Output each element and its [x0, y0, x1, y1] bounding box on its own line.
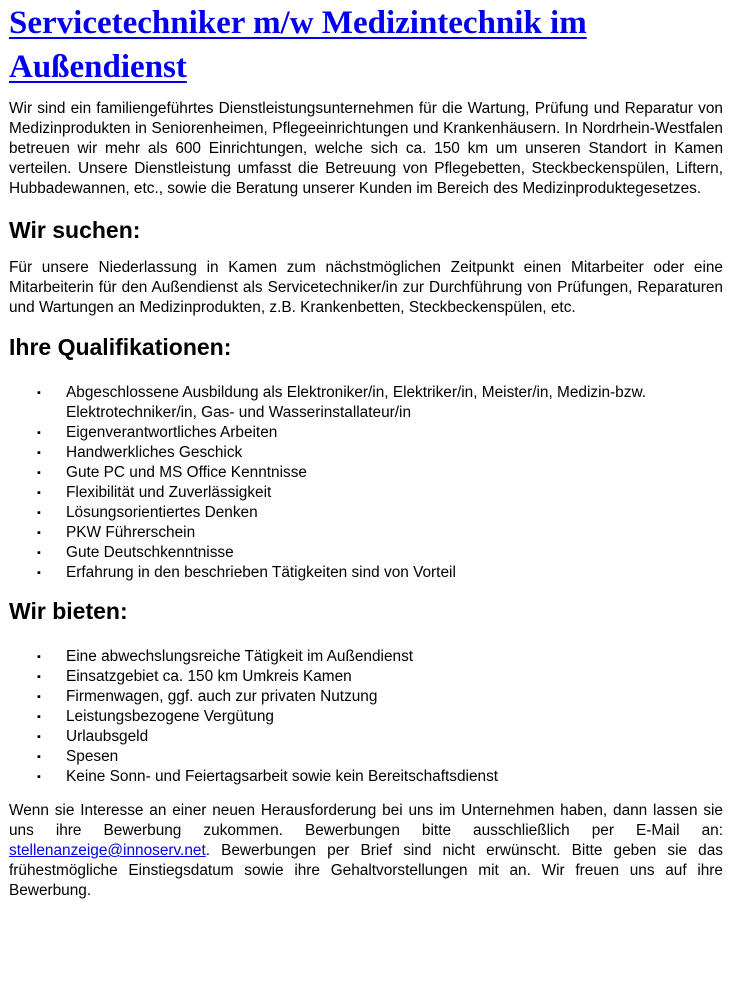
- list-item-text: Erfahrung in den beschrieben Tätigkeiten sind von Vorteil: [66, 564, 456, 581]
- list-item: [9, 687, 723, 707]
- bullet-icon: ▪: [37, 547, 41, 559]
- list-item-text: Spesen: [66, 748, 119, 765]
- bullet-icon: ▪: [37, 711, 41, 723]
- bullet-icon: ▪: [37, 771, 41, 783]
- closing-paragraph: [9, 801, 723, 901]
- qualifikationen-list: [9, 383, 723, 583]
- list-item: [9, 443, 723, 463]
- intro-paragraph: Wir sind ein familiengeführtes Dienstleistungsunternehmen für die Wartung, Prüfung und Reparatur von Medizinprodukten in Seniorenheimen, Pflegeeinrichtungen und Krankenhäusern. In Nordrhein-Westfalen betreuen wir mehr als 600 Einrichtungen, welche sich ca. 150 km um unseren Standort in Kamen verteilen. Unsere Dienstleistung umfasst die Betreuung von Pflegebetten, Steckbeckenspülen, Liftern, Hubbadewannen, etc., sowie die Beratung unserer Kunden im Bereich des Medizinproduktegesetzes.: [9, 100, 723, 197]
- bullet-icon: ▪: [37, 751, 41, 763]
- list-item-text: Handwerkliches Geschick: [66, 444, 243, 461]
- bullet-icon: ▪: [37, 387, 41, 399]
- page-title: Servicetechniker m/w Medizintechnik im Außendienst: [9, 5, 587, 85]
- list-item: [9, 727, 723, 747]
- list-item-text: Gute PC und MS Office Kenntnisse: [66, 464, 307, 481]
- list-item-text: PKW Führerschein: [66, 524, 196, 541]
- list-item: [9, 423, 723, 443]
- section-heading-suchen: Wir suchen:: [9, 217, 141, 243]
- list-item-text: Eine abwechslungsreiche Tätigkeit im Außendienst: [66, 648, 414, 665]
- bullet-icon: ▪: [37, 487, 41, 499]
- list-item: [9, 647, 723, 667]
- list-item: [9, 503, 723, 523]
- list-item: [9, 667, 723, 687]
- list-item: [9, 383, 723, 423]
- list-item-text: Urlaubsgeld: [66, 728, 149, 745]
- bullet-icon: ▪: [37, 447, 41, 459]
- bullet-icon: ▪: [37, 527, 41, 539]
- list-item-text: Leistungsbezogene Vergütung: [66, 708, 274, 725]
- job-posting: [9, 0, 723, 901]
- list-item-text: Keine Sonn- und Feiertagsarbeit sowie kein Bereitschaftsdienst: [66, 768, 499, 785]
- list-item: [9, 523, 723, 543]
- list-item: [9, 463, 723, 483]
- list-item-text: Eigenverantwortliches Arbeiten: [66, 424, 278, 441]
- list-item: [9, 543, 723, 563]
- list-item-text: Abgeschlossene Ausbildung als Elektroniker/in, Elektriker/in, Meister/in, Medizin-bzw. Elektrotechniker/in, Gas- und Wasserinstallateur/in: [66, 384, 646, 421]
- email-link[interactable]: stellenanzeige@innoserv.net: [9, 842, 206, 859]
- section-heading-qualifikationen: Ihre Qualifikationen:: [9, 334, 232, 360]
- list-item: [9, 747, 723, 767]
- list-item-text: Flexibilität und Zuverlässigkeit: [66, 484, 272, 501]
- closing-text-start: Wenn sie Interesse an einer neuen Herausforderung bei uns im Unternehmen haben, dann lassen sie uns ihre Bewerbung zukommen. Bewerbungen bitte ausschließlich per E-Mail an:: [9, 802, 723, 839]
- bullet-icon: ▪: [37, 467, 41, 479]
- suchen-paragraph: Für unsere Niederlassung in Kamen zum nächstmöglichen Zeitpunkt einen Mitarbeiter oder eine Mitarbeiterin für den Außendienst als Servicetechniker/in zur Durchführung von Prüfungen, Reparaturen und Wartungen an Medizinprodukten, z.B. Krankenbetten, Steckbeckenspülen, etc.: [9, 259, 723, 316]
- bullet-icon: ▪: [37, 651, 41, 663]
- list-item: [9, 767, 723, 787]
- list-item: [9, 483, 723, 503]
- list-item: [9, 563, 723, 583]
- bullet-icon: ▪: [37, 567, 41, 579]
- section-heading-bieten: Wir bieten:: [9, 598, 128, 624]
- bullet-icon: ▪: [37, 427, 41, 439]
- bullet-icon: ▪: [37, 507, 41, 519]
- bullet-icon: ▪: [37, 671, 41, 683]
- bullet-icon: ▪: [37, 691, 41, 703]
- bieten-list: [9, 647, 723, 787]
- closing-text-end: . Bewerbungen per Brief sind nicht erwünscht. Bitte geben sie das frühestmögliche Einstiegsdatum sowie ihre Gehaltvorstellungen mit an. Wir freuen uns auf ihre Bewerbung.: [9, 842, 723, 899]
- list-item-text: Einsatzgebiet ca. 150 km Umkreis Kamen: [66, 668, 352, 685]
- list-item-text: Gute Deutschkenntnisse: [66, 544, 234, 561]
- list-item: [9, 707, 723, 727]
- list-item-text: Lösungsorientiertes Denken: [66, 504, 258, 521]
- bullet-icon: ▪: [37, 731, 41, 743]
- list-item-text: Firmenwagen, ggf. auch zur privaten Nutzung: [66, 688, 378, 705]
